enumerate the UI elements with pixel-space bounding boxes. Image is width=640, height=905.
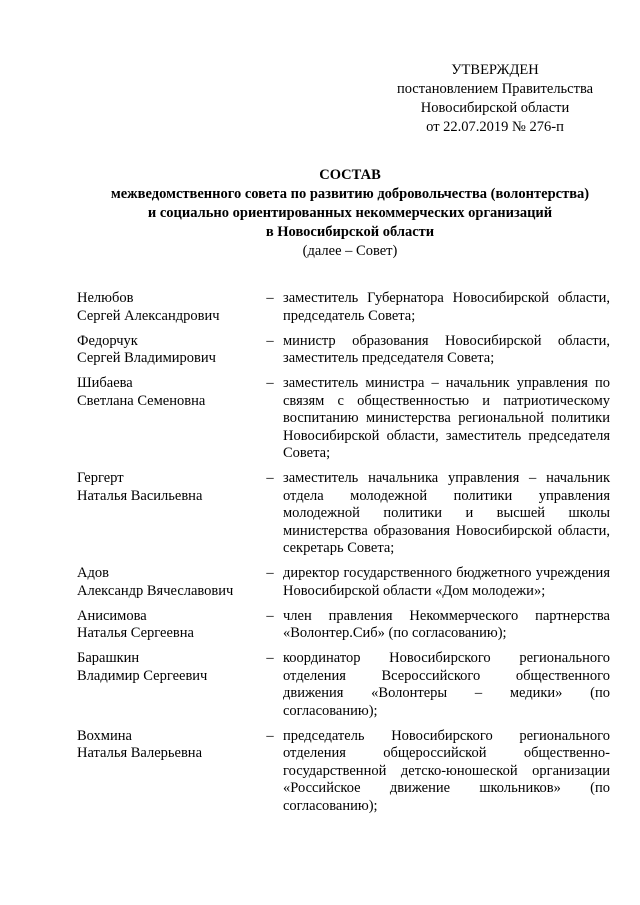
member-dash: – (266, 727, 274, 744)
member-name (77, 470, 257, 558)
member-surname: Федорчук (77, 332, 138, 349)
document-subtitle-line-3: в Новосибирской области (265, 224, 435, 240)
member-given-names: Владимир Сергеевич (77, 667, 208, 684)
member-row (77, 565, 610, 600)
member-role: координатор Новосибирского регионального отделения Всероссийского общественного движения «Волонтеры – медики» (по согласованию); (283, 650, 610, 719)
member-surname: Барашкин (77, 650, 140, 666)
member-row (77, 333, 610, 368)
member-given-names: Светлана Семеновна (77, 392, 206, 409)
member-given-names: Сергей Александрович (77, 307, 220, 324)
member-row (77, 375, 610, 463)
member-given-names: Наталья Сергеевна (77, 625, 194, 641)
member-dash: – (266, 565, 274, 581)
member-name (77, 333, 257, 368)
member-dash: – (266, 290, 274, 306)
member-surname: Адов (77, 565, 109, 581)
member-given-names: Наталья Васильевна (77, 487, 203, 504)
member-surname: Нелюбов (77, 290, 134, 306)
document-subtitle-line-1: межведомственного совета по развитию добровольчества (волонтерства) (110, 186, 590, 202)
member-role: заместитель министра – начальник управления по связям с общественностью и патриотическому воспитанию министерства региональной политики Новосибирской области, заместитель председателя Совета; (283, 375, 610, 461)
approval-region: Новосибирской области (420, 100, 570, 116)
member-given-names: Сергей Владимирович (77, 350, 216, 366)
document-title: СОСТАВ (319, 167, 381, 183)
approval-resolution: постановлением Правительства (396, 81, 594, 97)
members-list (77, 290, 610, 823)
member-role: заместитель начальника управления – начальник отдела молодежной политики управления молодежной политики и высшей школы министерства образования Новосибирской области, секретарь Совета; (283, 470, 610, 556)
member-given-names: Наталья Валерьевна (77, 745, 202, 761)
member-role: заместитель Губернатора Новосибирской области, председатель Совета; (283, 290, 610, 324)
member-name (77, 290, 257, 325)
member-surname: Шибаева (77, 375, 133, 391)
approval-title: УТВЕРЖДЕН (451, 62, 539, 78)
member-name (77, 375, 257, 463)
document-subtitle-line-2: и социально ориентированных некоммерческих организаций (147, 205, 553, 221)
document-heading (40, 166, 640, 261)
member-surname: Анисимова (77, 607, 147, 624)
member-row (77, 470, 610, 558)
member-row (77, 290, 610, 325)
member-dash: – (266, 470, 274, 486)
member-dash: – (266, 650, 274, 666)
member-dash: – (266, 375, 274, 391)
member-given-names: Александр Вячеславович (77, 582, 234, 599)
member-dash: – (266, 332, 274, 349)
approval-block (380, 61, 610, 137)
member-row (77, 650, 610, 720)
member-name (77, 728, 257, 816)
document-subtitle-note: (далее – Совет) (302, 243, 398, 259)
member-surname: Гергерт (77, 470, 124, 486)
member-row (77, 608, 610, 643)
member-dash: – (266, 607, 274, 624)
member-name (77, 608, 257, 643)
member-name (77, 650, 257, 720)
member-role: председатель Новосибирского регионального отделения общероссийской общественно-государственной детско-юношеской организации «Российское движение школьников» (по согласованию); (283, 727, 610, 814)
member-row (77, 728, 610, 816)
member-role: директор государственного бюджетного учреждения Новосибирской области «Дом молодежи»; (283, 565, 610, 599)
member-role: член правления Некоммерческого партнерства «Волонтер.Сиб» (по согласованию); (283, 607, 610, 641)
member-role: министр образования Новосибирской области, заместитель председателя Совета; (283, 332, 610, 366)
member-surname: Вохмина (77, 727, 132, 744)
member-name (77, 565, 257, 600)
approval-date-number: от 22.07.2019 № 276-п (426, 119, 564, 135)
